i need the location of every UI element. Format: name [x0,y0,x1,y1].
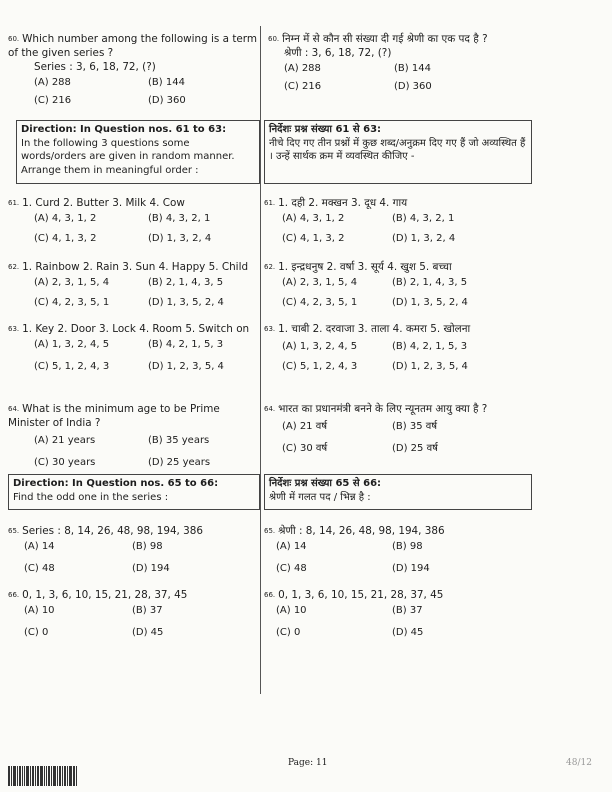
option-d[interactable]: (D) 1, 3, 2, 4 [148,233,212,244]
question-66-en [8,588,258,640]
option-c[interactable]: (C) 48 [276,563,307,574]
option-c[interactable]: (C) 48 [24,563,55,574]
column-divider [260,26,261,694]
option-b[interactable]: (B) 144 [394,63,431,74]
question-text: निम्न में से कौन सी संख्या दी गई श्रेणी का एक पद है ? [282,33,488,45]
option-c[interactable]: (C) 4, 1, 3, 2 [34,233,97,244]
question-number: 64. [8,405,20,413]
direction-text: नीचे दिए गए तीन प्रश्नों में कुछ शब्द/अनुक्रम दिए गए हैं जो अव्यस्थित हैं । उन्हें सार्थक क्रम में व्यवस्थित कीजिए - [269,137,526,162]
question-63-hi [264,322,530,378]
question-text: 1. Curd 2. Butter 3. Milk 4. Cow [22,197,185,209]
question-number: 62. [8,263,20,271]
question-65-hi [264,524,530,576]
option-b[interactable]: (B) 98 [132,541,163,552]
barcode [8,766,104,786]
question-text: 1. दही 2. मक्खन 3. दूध 4. गाय [278,197,408,209]
direction-text: In the following 3 questions some words/orders are given in random manner. Arrange them in meaningful order : [21,137,235,176]
option-b[interactable]: (B) 37 [392,605,423,616]
option-c[interactable]: (C) 0 [24,627,49,638]
option-d[interactable]: (D) 1, 3, 5, 2, 4 [148,297,224,308]
direction-box-61-63-hi [264,120,532,184]
option-a[interactable]: (A) 2, 3, 1, 5, 4 [282,277,358,288]
option-d[interactable]: (D) 1, 2, 3, 5, 4 [148,361,224,372]
option-b[interactable]: (B) 4, 2, 1, 5, 3 [148,339,224,350]
option-c[interactable]: (C) 30 years [34,457,96,468]
option-c[interactable]: (C) 0 [276,627,301,638]
page-code: 48/12 [566,758,592,768]
option-b[interactable]: (B) 35 years [148,435,210,446]
option-d[interactable]: (D) 1, 3, 5, 2, 4 [392,297,468,308]
option-a[interactable]: (A) 4, 3, 1, 2 [282,213,345,224]
question-text: 1. इन्द्रधनुष 2. वर्षा 3. सूर्य 4. खुश 5. बच्चा [278,261,452,273]
option-c[interactable]: (C) 5, 1, 2, 4, 3 [282,361,358,372]
direction-heading: निर्देशः प्रश्न संख्या 65 से 66: [269,478,382,489]
question-subtext: श्रेणी : 3, 6, 18, 72, (?) [284,47,392,59]
direction-box-61-63-en [16,120,260,184]
direction-heading: Direction: In Question nos. 61 to 63: [21,124,227,135]
question-number: 64. [264,405,276,413]
question-text: Series : 8, 14, 26, 48, 98, 194, 386 [22,525,203,537]
option-c[interactable]: (C) 4, 2, 3, 5, 1 [34,297,110,308]
question-text: 1. चाबी 2. दरवाजा 3. ताला 4. कमरा 5. खोलना [278,323,471,335]
question-62-en [8,260,258,312]
question-number: 63. [264,325,276,333]
option-d[interactable]: (D) 1, 2, 3, 5, 4 [392,361,468,372]
option-d[interactable]: (D) 45 [132,627,164,638]
option-b[interactable]: (B) 144 [148,77,185,88]
question-60-en [8,32,258,112]
question-text: What is the minimum age to be Prime Minister of India ? [8,403,220,429]
option-c[interactable]: (C) 216 [34,95,72,106]
option-a[interactable]: (A) 10 [276,605,307,616]
option-c[interactable]: (C) 5, 1, 2, 4, 3 [34,361,110,372]
question-text: 0, 1, 3, 6, 10, 15, 21, 28, 37, 45 [22,589,188,601]
question-number: 66. [8,591,20,599]
option-a[interactable]: (A) 14 [24,541,55,552]
option-d[interactable]: (D) 25 वर्ष [392,443,438,454]
option-b[interactable]: (B) 2, 1, 4, 3, 5 [148,277,224,288]
question-64-hi [264,402,530,456]
direction-box-65-66-en [8,474,260,510]
question-number: 65. [264,527,276,535]
direction-heading: निर्देशः प्रश्न संख्या 61 से 63: [269,124,382,135]
option-d[interactable]: (D) 194 [132,563,170,574]
option-c[interactable]: (C) 4, 2, 3, 5, 1 [282,297,358,308]
option-a[interactable]: (A) 21 years [34,435,96,446]
option-a[interactable]: (A) 1, 3, 2, 4, 5 [34,339,110,350]
question-number: 60. [8,35,20,43]
option-d[interactable]: (D) 360 [148,95,186,106]
option-c[interactable]: (C) 4, 1, 3, 2 [282,233,345,244]
question-text: 1. Key 2. Door 3. Lock 4. Room 5. Switch on [22,323,250,335]
option-b[interactable]: (B) 35 वर्ष [392,421,438,432]
option-b[interactable]: (B) 2, 1, 4, 3, 5 [392,277,468,288]
page-number: Page: 11 [288,758,328,768]
question-number: 63. [8,325,20,333]
option-c[interactable]: (C) 216 [284,81,322,92]
direction-text: Find the odd one in the series : [13,491,169,503]
direction-box-65-66-hi [264,474,532,510]
option-c[interactable]: (C) 30 वर्ष [282,443,328,454]
option-b[interactable]: (B) 98 [392,541,423,552]
option-a[interactable]: (A) 14 [276,541,307,552]
option-b[interactable]: (B) 37 [132,605,163,616]
option-a[interactable]: (A) 288 [34,77,71,88]
option-a[interactable]: (A) 21 वर्ष [282,421,328,432]
option-b[interactable]: (B) 4, 2, 1, 5, 3 [392,341,468,352]
question-61-en [8,196,258,248]
question-63-en [8,322,258,374]
question-66-hi [264,588,530,640]
question-subtext: Series : 3, 6, 18, 72, (?) [34,61,156,73]
question-text: Which number among the following is a term of the given series ? [8,33,257,59]
direction-heading: Direction: In Question nos. 65 to 66: [13,478,219,489]
question-62-hi [264,260,530,312]
option-a[interactable]: (A) 1, 3, 2, 4, 5 [282,341,358,352]
question-text: 0, 1, 3, 6, 10, 15, 21, 28, 37, 45 [278,589,444,601]
option-a[interactable]: (A) 2, 3, 1, 5, 4 [34,277,110,288]
question-61-hi [264,196,530,248]
question-number: 61. [8,199,20,207]
option-d[interactable]: (D) 45 [392,627,424,638]
option-a[interactable]: (A) 288 [284,63,321,74]
question-60-hi [268,32,532,98]
question-number: 65. [8,527,20,535]
option-b[interactable]: (B) 4, 3, 2, 1 [392,213,455,224]
question-text: भारत का प्रधानमंत्री बनने के लिए न्यूनतम आयु क्या है ? [278,403,488,415]
question-text: 1. Rainbow 2. Rain 3. Sun 4. Happy 5. Child [22,261,249,273]
option-a[interactable]: (A) 10 [24,605,55,616]
option-d[interactable]: (D) 194 [392,563,430,574]
option-a[interactable]: (A) 4, 3, 1, 2 [34,213,97,224]
question-number: 66. [264,591,276,599]
question-number: 61. [264,199,276,207]
question-number: 60. [268,35,280,43]
question-number: 62. [264,263,276,271]
option-d[interactable]: (D) 25 years [148,457,211,468]
option-d[interactable]: (D) 1, 3, 2, 4 [392,233,456,244]
question-64-en [8,402,258,470]
option-d[interactable]: (D) 360 [394,81,432,92]
direction-text: श्रेणी में गलत पद / भिन्न है : [269,491,371,503]
question-65-en [8,524,258,576]
option-b[interactable]: (B) 4, 3, 2, 1 [148,213,211,224]
question-text: श्रेणी : 8, 14, 26, 48, 98, 194, 386 [278,525,445,537]
